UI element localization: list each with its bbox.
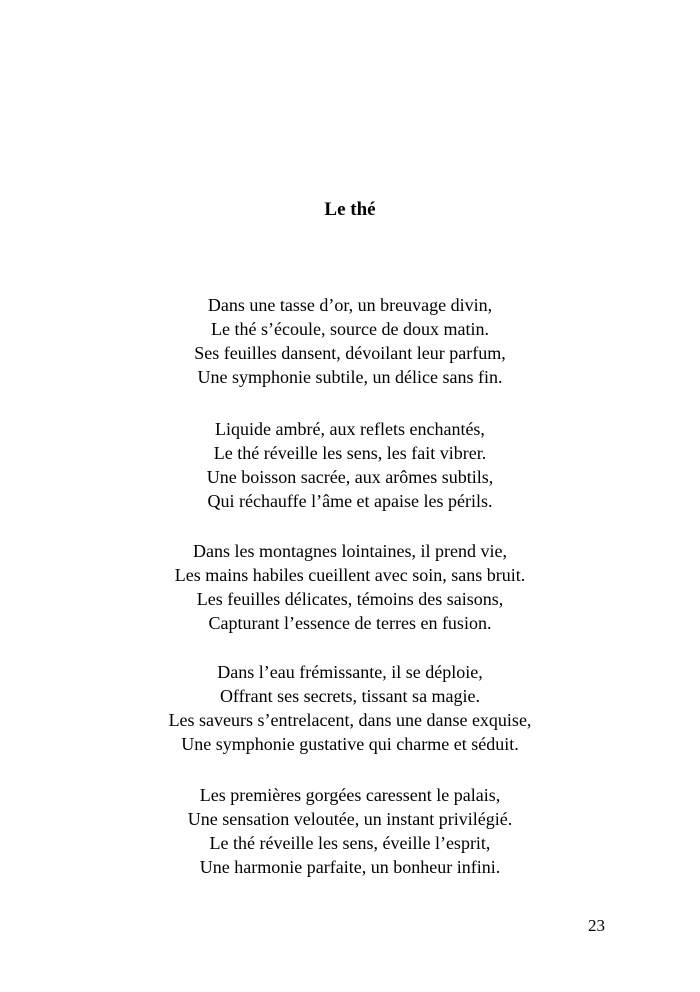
poem-line: Une harmonie parfaite, un bonheur infini.: [199, 857, 501, 877]
poem-line: Le thé réveille les sens, éveille l’esprit,: [209, 833, 491, 853]
poem-line: Une symphonie gustative qui charme et séduit.: [181, 734, 519, 754]
poem-line: Une symphonie subtile, un délice sans fin.: [197, 367, 503, 387]
poem-line: Dans une tasse d’or, un breuvage divin,: [207, 295, 493, 315]
poem-line: Dans l’eau frémissante, il se déploie,: [217, 662, 483, 682]
poem-title: Le thé: [324, 199, 376, 220]
stanza-1: [0, 293, 700, 389]
poem-line: Les premières gorgées caressent le palais,: [199, 785, 501, 805]
poem-line: Les saveurs s’entrelacent, dans une danse exquise,: [168, 710, 532, 730]
poem-line: Ses feuilles dansent, dévoilant leur parfum,: [194, 343, 506, 363]
poem-line: Offrant ses secrets, tissant sa magie.: [219, 686, 481, 706]
poem-line: Une boisson sacrée, aux arômes subtils,: [206, 467, 494, 487]
poem-line: Capturant l’essence de terres en fusion.: [208, 613, 492, 633]
poem-line: Le thé s’écoule, source de doux matin.: [211, 319, 489, 339]
poem-line: Les feuilles délicates, témoins des saisons,: [196, 589, 504, 609]
poem-line: Liquide ambré, aux reflets enchantés,: [215, 419, 485, 439]
stanza-5: [0, 783, 700, 879]
poem-line: Le thé réveille les sens, les fait vibrer.: [213, 443, 487, 463]
poem-line: Qui réchauffe l’âme et apaise les périls.: [207, 491, 493, 511]
stanza-4: [0, 660, 700, 756]
poem-line: Une sensation veloutée, un instant privilégié.: [187, 809, 513, 829]
poem-line: Dans les montagnes lointaines, il prend vie,: [193, 541, 507, 561]
stanza-2: [0, 417, 700, 513]
poem-line: Les mains habiles cueillent avec soin, sans bruit.: [174, 565, 526, 585]
page-number: 23: [588, 916, 605, 935]
stanza-3: [0, 539, 700, 635]
